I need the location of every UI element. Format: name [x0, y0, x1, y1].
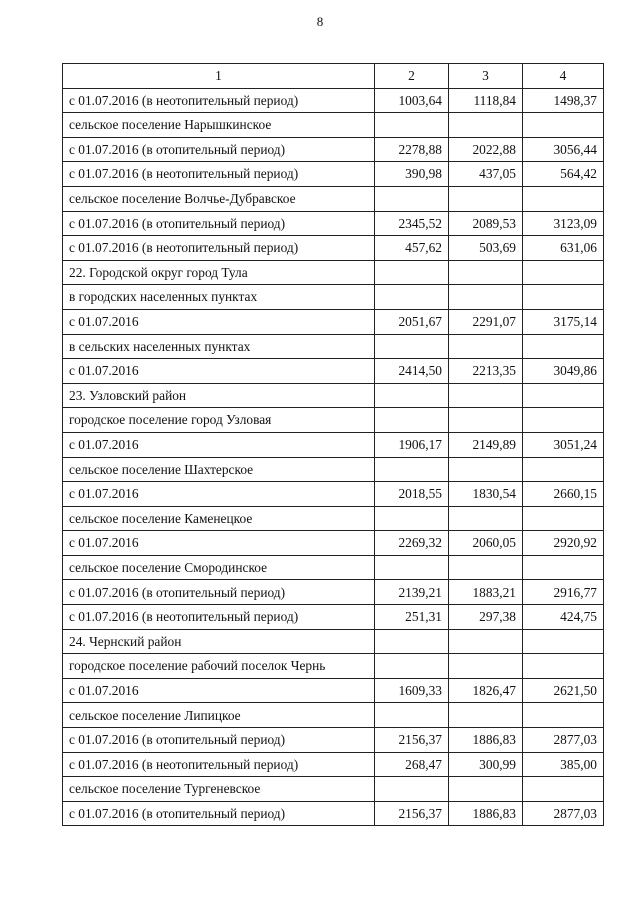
cell-value-col3 [449, 555, 523, 580]
row-label: сельское поселение Смородинское [63, 555, 375, 580]
cell-value-col4: 3056,44 [523, 137, 604, 162]
table-row [63, 285, 604, 310]
row-label: с 01.07.2016 (в неотопительный период) [63, 162, 375, 187]
cell-value-col4 [523, 777, 604, 802]
cell-value-col4: 2916,77 [523, 580, 604, 605]
cell-value-col4: 2877,03 [523, 801, 604, 826]
cell-value-col2: 251,31 [375, 605, 449, 630]
row-label: сельское поселение Нарышкинское [63, 113, 375, 138]
cell-value-col3: 1830,54 [449, 482, 523, 507]
row-label: с 01.07.2016 (в отопительный период) [63, 137, 375, 162]
cell-value-col3: 1886,83 [449, 801, 523, 826]
cell-value-col2: 2139,21 [375, 580, 449, 605]
cell-value-col4: 3175,14 [523, 309, 604, 334]
table-row [63, 88, 604, 113]
cell-value-col4: 564,42 [523, 162, 604, 187]
cell-value-col4: 2660,15 [523, 482, 604, 507]
cell-value-col2: 2345,52 [375, 211, 449, 236]
cell-value-col4 [523, 555, 604, 580]
row-label: с 01.07.2016 (в отопительный период) [63, 580, 375, 605]
cell-value-col2 [375, 113, 449, 138]
cell-value-col4 [523, 113, 604, 138]
table-row [63, 777, 604, 802]
cell-value-col2 [375, 408, 449, 433]
table-row [63, 383, 604, 408]
cell-value-col3 [449, 334, 523, 359]
cell-value-col2 [375, 777, 449, 802]
row-label: с 01.07.2016 [63, 531, 375, 556]
table-row [63, 457, 604, 482]
cell-value-col2: 2414,50 [375, 359, 449, 384]
column-header-4: 4 [523, 64, 604, 89]
cell-value-col2 [375, 506, 449, 531]
cell-value-col4: 3051,24 [523, 432, 604, 457]
row-label: с 01.07.2016 (в отопительный период) [63, 728, 375, 753]
cell-value-col2 [375, 555, 449, 580]
row-label: с 01.07.2016 (в отопительный период) [63, 211, 375, 236]
cell-value-col2 [375, 457, 449, 482]
cell-value-col3: 2060,05 [449, 531, 523, 556]
table-row [63, 113, 604, 138]
row-label: с 01.07.2016 (в отопительный период) [63, 801, 375, 826]
table-row [63, 236, 604, 261]
column-header-3: 3 [449, 64, 523, 89]
row-label: в городских населенных пунктах [63, 285, 375, 310]
cell-value-col3 [449, 654, 523, 679]
cell-value-col4 [523, 506, 604, 531]
column-header-2: 2 [375, 64, 449, 89]
row-label: городское поселение рабочий поселок Чернь [63, 654, 375, 679]
cell-value-col3: 300,99 [449, 752, 523, 777]
cell-value-col3: 1826,47 [449, 678, 523, 703]
cell-value-col4 [523, 703, 604, 728]
cell-value-col2: 1609,33 [375, 678, 449, 703]
cell-value-col3: 2149,89 [449, 432, 523, 457]
table-row [63, 555, 604, 580]
row-label: 24. Чернский район [63, 629, 375, 654]
cell-value-col2: 457,62 [375, 236, 449, 261]
row-label: 22. Городской округ город Тула [63, 260, 375, 285]
table-header-row [63, 64, 604, 89]
cell-value-col3: 1886,83 [449, 728, 523, 753]
cell-value-col4 [523, 654, 604, 679]
cell-value-col3: 2089,53 [449, 211, 523, 236]
cell-value-col3 [449, 285, 523, 310]
cell-value-col3: 503,69 [449, 236, 523, 261]
cell-value-col2: 2269,32 [375, 531, 449, 556]
cell-value-col3: 2291,07 [449, 309, 523, 334]
cell-value-col3: 297,38 [449, 605, 523, 630]
cell-value-col2: 390,98 [375, 162, 449, 187]
cell-value-col4 [523, 383, 604, 408]
cell-value-col4 [523, 285, 604, 310]
cell-value-col3: 2022,88 [449, 137, 523, 162]
cell-value-col2: 2156,37 [375, 728, 449, 753]
cell-value-col4 [523, 457, 604, 482]
row-label: сельское поселение Липицкое [63, 703, 375, 728]
row-label: с 01.07.2016 [63, 482, 375, 507]
cell-value-col2: 2018,55 [375, 482, 449, 507]
cell-value-col3 [449, 703, 523, 728]
cell-value-col3 [449, 113, 523, 138]
column-header-1: 1 [63, 64, 375, 89]
row-label: с 01.07.2016 [63, 678, 375, 703]
cell-value-col4 [523, 186, 604, 211]
cell-value-col3: 437,05 [449, 162, 523, 187]
table-row [63, 580, 604, 605]
cell-value-col3: 1883,21 [449, 580, 523, 605]
cell-value-col2 [375, 629, 449, 654]
tariff-table [62, 63, 604, 826]
row-label: сельское поселение Каменецкое [63, 506, 375, 531]
row-label: сельское поселение Волчье-Дубравское [63, 186, 375, 211]
cell-value-col3 [449, 260, 523, 285]
cell-value-col4: 385,00 [523, 752, 604, 777]
row-label: сельское поселение Тургеневское [63, 777, 375, 802]
table-row [63, 482, 604, 507]
table-row [63, 309, 604, 334]
cell-value-col2: 1906,17 [375, 432, 449, 457]
table-row [63, 605, 604, 630]
table-row [63, 432, 604, 457]
page-number: 8 [316, 14, 324, 29]
cell-value-col4: 2877,03 [523, 728, 604, 753]
row-label: с 01.07.2016 (в неотопительный период) [63, 88, 375, 113]
cell-value-col2: 1003,64 [375, 88, 449, 113]
row-label: с 01.07.2016 [63, 359, 375, 384]
table-row [63, 211, 604, 236]
row-label: 23. Узловский район [63, 383, 375, 408]
row-label: с 01.07.2016 [63, 432, 375, 457]
cell-value-col3: 1118,84 [449, 88, 523, 113]
cell-value-col3: 2213,35 [449, 359, 523, 384]
cell-value-col2 [375, 285, 449, 310]
table-row [63, 703, 604, 728]
cell-value-col4: 631,06 [523, 236, 604, 261]
table-row [63, 654, 604, 679]
cell-value-col4: 2621,50 [523, 678, 604, 703]
table-body [63, 88, 604, 826]
cell-value-col3 [449, 186, 523, 211]
row-label: городское поселение город Узловая [63, 408, 375, 433]
cell-value-col2: 268,47 [375, 752, 449, 777]
cell-value-col4: 2920,92 [523, 531, 604, 556]
row-label: сельское поселение Шахтерское [63, 457, 375, 482]
cell-value-col4: 3049,86 [523, 359, 604, 384]
table-row [63, 629, 604, 654]
cell-value-col4 [523, 260, 604, 285]
cell-value-col3 [449, 383, 523, 408]
cell-value-col3 [449, 457, 523, 482]
cell-value-col2: 2156,37 [375, 801, 449, 826]
cell-value-col3 [449, 506, 523, 531]
cell-value-col2 [375, 654, 449, 679]
table-row [63, 359, 604, 384]
cell-value-col3 [449, 777, 523, 802]
row-label: в сельских населенных пунктах [63, 334, 375, 359]
table-row [63, 678, 604, 703]
row-label: с 01.07.2016 [63, 309, 375, 334]
cell-value-col3 [449, 408, 523, 433]
cell-value-col4: 1498,37 [523, 88, 604, 113]
table-row [63, 186, 604, 211]
cell-value-col4: 3123,09 [523, 211, 604, 236]
cell-value-col4: 424,75 [523, 605, 604, 630]
cell-value-col2 [375, 383, 449, 408]
row-label: с 01.07.2016 (в неотопительный период) [63, 752, 375, 777]
table-row [63, 162, 604, 187]
row-label: с 01.07.2016 (в неотопительный период) [63, 605, 375, 630]
row-label: с 01.07.2016 (в неотопительный период) [63, 236, 375, 261]
table-row [63, 506, 604, 531]
table-row [63, 728, 604, 753]
cell-value-col2: 2278,88 [375, 137, 449, 162]
table-row [63, 531, 604, 556]
table-row [63, 408, 604, 433]
table-row [63, 752, 604, 777]
cell-value-col2 [375, 334, 449, 359]
table-row [63, 334, 604, 359]
cell-value-col2: 2051,67 [375, 309, 449, 334]
table-row [63, 801, 604, 826]
cell-value-col4 [523, 408, 604, 433]
cell-value-col2 [375, 703, 449, 728]
table-row [63, 137, 604, 162]
table-row [63, 260, 604, 285]
cell-value-col2 [375, 186, 449, 211]
cell-value-col4 [523, 334, 604, 359]
cell-value-col4 [523, 629, 604, 654]
cell-value-col3 [449, 629, 523, 654]
cell-value-col2 [375, 260, 449, 285]
